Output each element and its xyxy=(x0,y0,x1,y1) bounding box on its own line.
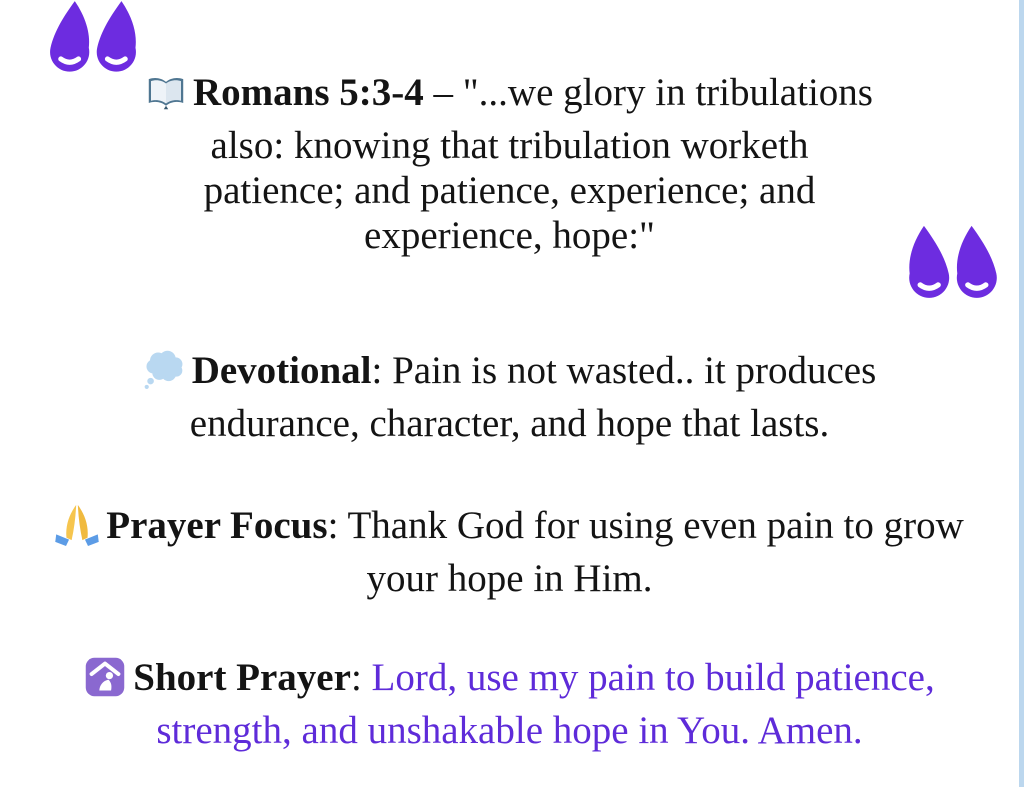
devotional-line-1 xyxy=(0,348,1019,401)
devotional-text-1: : Pain is not wasted.. it produces xyxy=(371,349,877,392)
short-prayer-label: Short Prayer xyxy=(133,656,351,699)
prayer-focus-line-2: your hope in Him. xyxy=(366,557,653,600)
short-prayer-line-2: strength, and unshakable hope in You. Amen. xyxy=(156,709,863,752)
verse-line-4: experience, hope:" xyxy=(364,214,655,257)
folded-hands-icon xyxy=(55,502,99,556)
devotional-label: Devotional xyxy=(191,349,372,392)
short-prayer-section xyxy=(0,655,1019,753)
verse-section xyxy=(0,70,1019,258)
prayer-focus-text-1: : Thank God for using even pain to grow xyxy=(327,504,964,547)
short-prayer-colon: : xyxy=(350,656,362,699)
verse-line-3: patience; and patience, experience; and xyxy=(203,169,816,212)
verse-reference: Romans 5:3-4 xyxy=(193,71,424,114)
prayer-focus-label: Prayer Focus xyxy=(106,504,328,547)
right-edge-strip xyxy=(1019,0,1024,787)
devotional-section xyxy=(0,348,1019,446)
verse-line-2: also: knowing that tribulation worketh xyxy=(210,124,809,167)
place-of-worship-icon xyxy=(84,656,126,708)
prayer-focus-line-1 xyxy=(0,502,1019,556)
short-prayer-text-1: Lord, use my pain to build patience, xyxy=(361,656,935,699)
verse-text-1: – "...we glory in tribulations xyxy=(423,71,873,114)
short-prayer-line-1 xyxy=(0,655,1019,708)
verse-line-1 xyxy=(0,70,1019,123)
open-book-icon xyxy=(146,73,186,123)
thought-balloon-icon xyxy=(143,349,185,401)
prayer-focus-section xyxy=(0,502,1019,601)
opening-quote-icon xyxy=(44,0,142,80)
devotional-line-2: endurance, character, and hope that lasts. xyxy=(189,402,830,445)
